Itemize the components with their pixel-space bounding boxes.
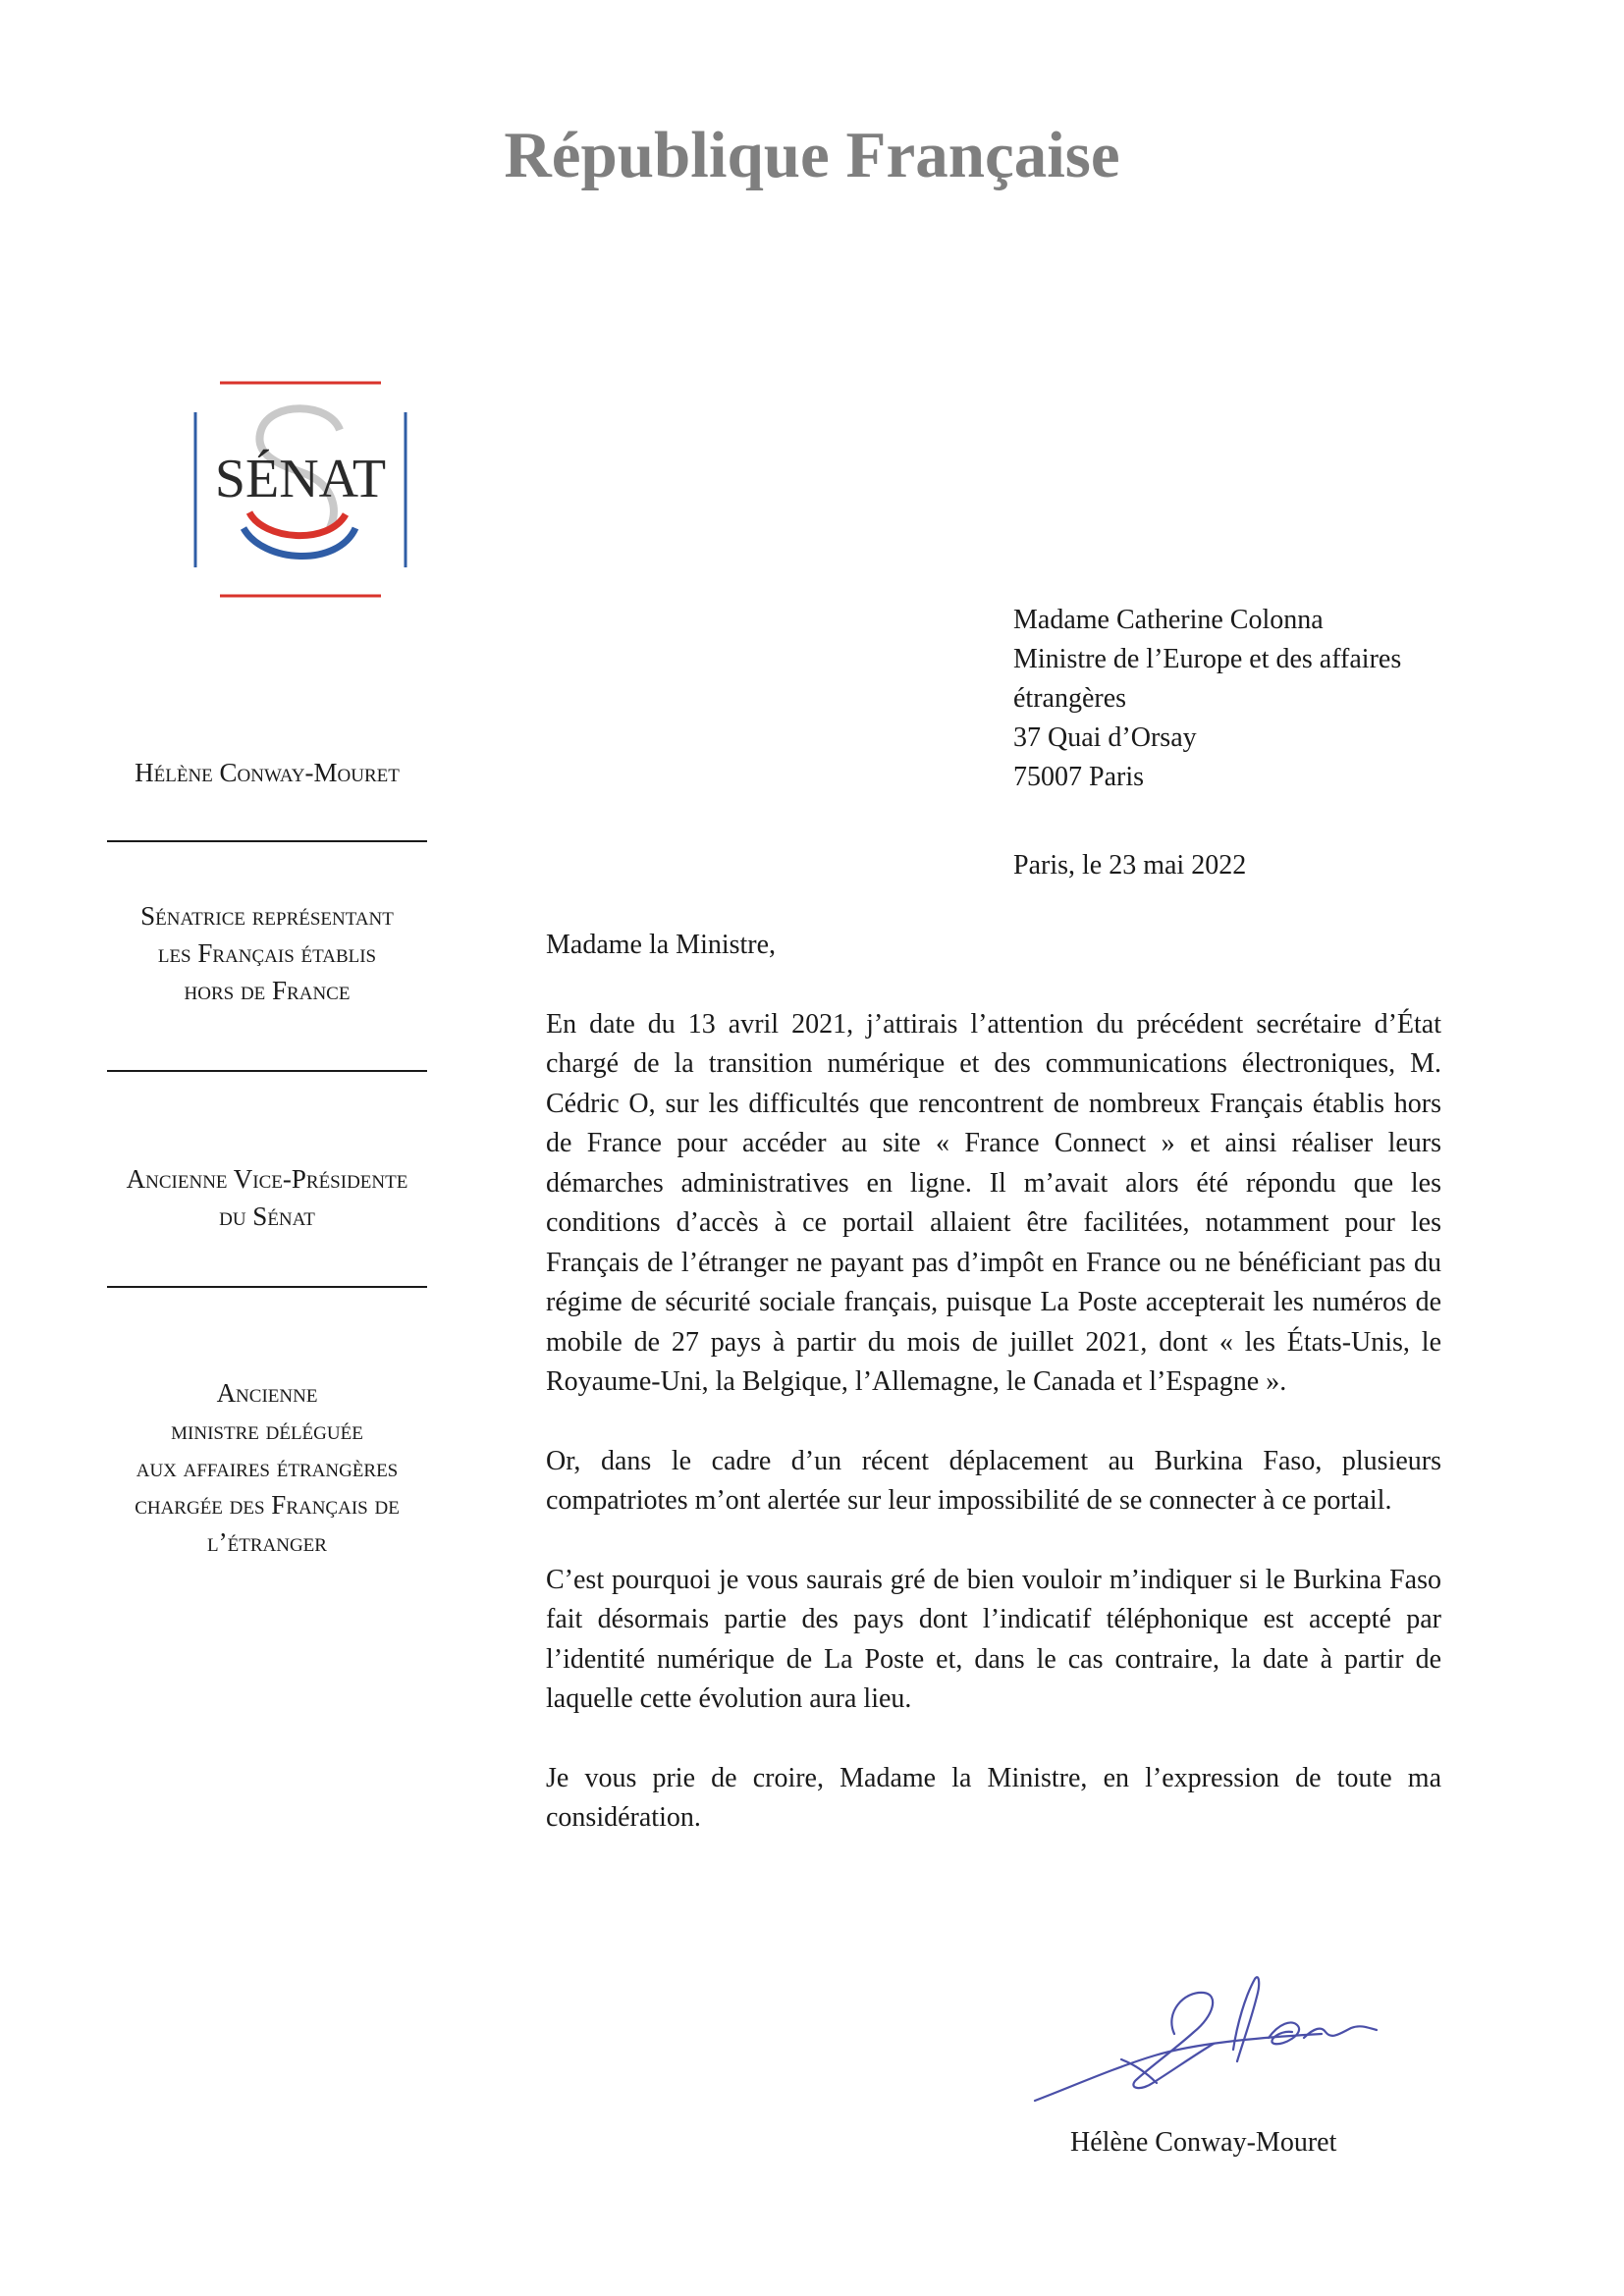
- paragraph: Or, dans le cadre d’un récent déplacement au Burkina Faso, plusieurs compatriotes m’ont alertée sur leur impossibilité de se connecter à ce portail.: [546, 1445, 1441, 1516]
- role-line: Ancienne Vice-Présidente: [126, 1164, 408, 1194]
- address-line: étrangères: [1013, 683, 1127, 714]
- recipient-address: [1013, 601, 1524, 797]
- letter-body: [546, 926, 1441, 1878]
- signer-name: Hélène Conway-Mouret: [1070, 2127, 1337, 2158]
- address-line: Ministre de l’Europe et des affaires: [1013, 644, 1402, 674]
- paragraph: C’est pourquoi je vous saurais gré de bien vouloir m’indiquer si le Burkina Faso fait désormais partie des pays dont l’indicatif téléphonique est accepté par l’identité numérique de La Poste et, dans le cas contraire, la date à partir de laquelle cette évolution aura lieu.: [546, 1564, 1441, 1714]
- page-title: République Française: [504, 119, 1120, 191]
- signature-graphic: [1027, 1973, 1439, 2120]
- role-line: Ancienne: [216, 1378, 318, 1408]
- paragraph: En date du 13 avril 2021, j’attirais l’attention du précédent secrétaire d’État chargé de la transition numérique et des communications électroniques, M. Cédric O, sur les difficultés que rencontrent de nombreux Français établis hors de France pour accéder au site « France Connect » et ainsi réaliser leurs démarches administratives en ligne. Il m’avait alors été répondu que les conditions d’accès à ce portail allaient être facilitées, notamment pour les Français de l’étranger ne payant pas d’impôt en France ou ne bénéficiant pas du régime de sécurité sociale français, puisque La Poste accepterait les numéros de mobile de 27 pays à partir du mois de juillet 2021, dont « les États-Unis, le Royaume-Uni, la Belgique, l’Allemagne, le Canada et l’Espagne ».: [546, 1008, 1441, 1397]
- handwritten-signature: [1027, 1973, 1439, 2120]
- role-line: Sénatrice représentant: [140, 901, 394, 931]
- salutation: Madame la Ministre,: [546, 930, 777, 960]
- role-line: hors de France: [184, 976, 351, 1005]
- role-line: les Français établis: [157, 938, 377, 968]
- sender-name: Hélène Conway-Mouret: [135, 758, 400, 787]
- letter-date: Paris, le 23 mai 2022: [1013, 850, 1247, 881]
- senat-logo: [192, 381, 408, 599]
- role-line: ministre déléguée: [171, 1415, 363, 1445]
- role-line: du Sénat: [219, 1201, 315, 1231]
- paragraph: Je vous prie de croire, Madame la Ministre, en l’expression de toute ma considération.: [546, 1762, 1441, 1833]
- role-line: l’étranger: [207, 1527, 327, 1557]
- role-line: chargée des Français de: [135, 1490, 400, 1520]
- senat-logo-text: SÉNAT: [214, 449, 387, 509]
- role-line: aux affaires étrangères: [135, 1453, 399, 1482]
- address-line: 37 Quai d’Orsay: [1013, 722, 1197, 753]
- sender-role-minister: [39, 1374, 495, 1561]
- address-line: 75007 Paris: [1013, 762, 1144, 792]
- senat-logo-graphic: [192, 381, 408, 599]
- sender-sidebar: [39, 754, 495, 1561]
- sender-role-vice-president: [39, 1160, 495, 1235]
- sender-role-senator: [39, 897, 495, 1009]
- address-line: Madame Catherine Colonna: [1013, 605, 1324, 635]
